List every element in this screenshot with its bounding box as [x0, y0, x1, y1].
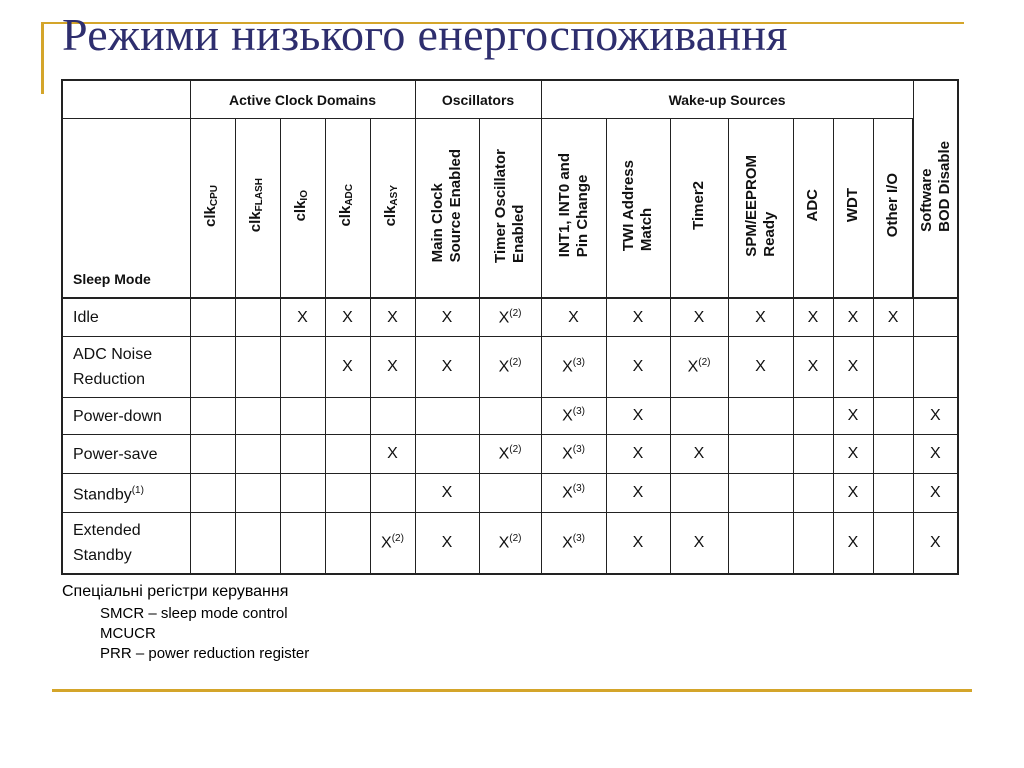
cell-x-note: $X^{(2)}$	[479, 513, 541, 575]
cell	[479, 474, 541, 513]
cell-x: X	[606, 298, 670, 337]
cell-x: X	[370, 298, 415, 337]
group-active-clock: Active Clock Domains	[190, 80, 415, 119]
table-row	[62, 474, 958, 513]
cell	[415, 435, 479, 474]
cell-x: X	[913, 474, 958, 513]
cell-x-note: $X^{(3)}$	[541, 474, 606, 513]
cell-x-note: $X^{(3)}$	[541, 337, 606, 398]
notes-heading: Спеціальні регістри керування	[62, 583, 289, 600]
cell	[235, 398, 280, 435]
cell-x: X	[913, 435, 958, 474]
cell-x: X	[873, 298, 913, 337]
cell-x: X	[370, 337, 415, 398]
cell-x: X	[670, 513, 728, 575]
cell	[793, 398, 833, 435]
col-twi: TWI Address Match	[606, 119, 670, 299]
cell	[325, 474, 370, 513]
group-wakeup: Wake-up Sources	[541, 80, 913, 119]
cell	[873, 337, 913, 398]
cell	[873, 398, 913, 435]
cell	[793, 513, 833, 575]
cell	[728, 435, 793, 474]
cell-x: X	[833, 298, 873, 337]
cell-x: X	[833, 513, 873, 575]
mode-standby: Standby$^{(1)}$	[62, 474, 190, 513]
cell-x-note: $X^{(2)}$	[670, 337, 728, 398]
cell	[479, 398, 541, 435]
cell-x-note: $X^{(2)}$	[479, 337, 541, 398]
left-decor-line	[41, 22, 44, 94]
cell-x: X	[833, 435, 873, 474]
cell	[793, 474, 833, 513]
cell-x: X	[913, 398, 958, 435]
cell-x-note: $X^{(3)}$	[541, 435, 606, 474]
cell	[873, 474, 913, 513]
cell	[280, 474, 325, 513]
cell-x: X	[325, 337, 370, 398]
cell	[370, 474, 415, 513]
cell-x: X	[415, 298, 479, 337]
cell	[280, 513, 325, 575]
cell	[325, 513, 370, 575]
cell-x-note: $X^{(3)}$	[541, 513, 606, 575]
cell	[913, 337, 958, 398]
table-row	[62, 398, 958, 435]
cell	[190, 337, 235, 398]
col-other-io: Other I/O	[873, 119, 913, 299]
cell	[370, 398, 415, 435]
cell	[190, 435, 235, 474]
mode-adc-noise: ADC Noise Reduction	[62, 337, 190, 398]
mode-power-save: Power-save	[62, 435, 190, 474]
col-clk-flash: clk$_{FLASH}$	[235, 119, 280, 299]
col-clk-io: clk$_{IO}$	[280, 119, 325, 299]
cell	[190, 398, 235, 435]
notes-item: PRR – power reduction register	[100, 645, 310, 662]
cell	[728, 474, 793, 513]
col-bod: Software BOD Disable	[913, 80, 958, 298]
col-clk-asy: clk$_{ASY}$	[370, 119, 415, 299]
column-header-row	[62, 119, 958, 299]
cell-x-note: $X^{(2)}$	[479, 435, 541, 474]
notes-item: SMCR – sleep mode control	[100, 605, 288, 622]
cell	[280, 435, 325, 474]
sleep-modes-table	[61, 79, 959, 575]
cell	[325, 398, 370, 435]
registers-notes	[62, 583, 309, 665]
cell-x: X	[606, 474, 670, 513]
mode-extended-standby: Extended Standby	[62, 513, 190, 575]
cell-x: X	[280, 298, 325, 337]
table-row	[62, 298, 958, 337]
group-oscillators: Oscillators	[415, 80, 541, 119]
cell-x: X	[833, 337, 873, 398]
cell	[235, 513, 280, 575]
cell	[728, 398, 793, 435]
cell	[913, 298, 958, 337]
cell-x: X	[370, 435, 415, 474]
cell-x: X	[606, 513, 670, 575]
empty-corner-cell	[62, 80, 190, 119]
cell	[190, 513, 235, 575]
cell	[793, 435, 833, 474]
cell	[235, 435, 280, 474]
cell-x: X	[793, 298, 833, 337]
cell	[190, 474, 235, 513]
group-header-row	[62, 80, 958, 119]
cell	[728, 513, 793, 575]
cell-x: X	[541, 298, 606, 337]
cell-x: X	[670, 435, 728, 474]
table-row	[62, 513, 958, 575]
table-row	[62, 435, 958, 474]
cell	[670, 398, 728, 435]
cell-x: X	[833, 474, 873, 513]
col-clk-adc: clk$_{ADC}$	[325, 119, 370, 299]
cell-x-note: $X^{(2)}$	[479, 298, 541, 337]
cell-x: X	[793, 337, 833, 398]
cell	[280, 337, 325, 398]
cell-x-note: $X^{(2)}$	[370, 513, 415, 575]
slide-title: Режими низького енергоспоживання	[62, 9, 788, 60]
col-main-clock: Main Clock Source Enabled	[415, 119, 479, 299]
cell-x: X	[606, 337, 670, 398]
cell	[325, 435, 370, 474]
mode-power-down: Power-down	[62, 398, 190, 435]
table-row	[62, 337, 958, 398]
cell	[235, 298, 280, 337]
cell	[235, 337, 280, 398]
mode-idle: Idle	[62, 298, 190, 337]
cell-x: X	[728, 337, 793, 398]
cell-x: X	[670, 298, 728, 337]
cell-x-note: $X^{(3)}$	[541, 398, 606, 435]
cell	[280, 398, 325, 435]
cell-x: X	[415, 474, 479, 513]
cell-x: X	[325, 298, 370, 337]
col-timer2: Timer2	[670, 119, 728, 299]
cell-x: X	[913, 513, 958, 575]
cell-x: X	[606, 435, 670, 474]
cell-x: X	[415, 337, 479, 398]
col-timer-osc: Timer Oscillator Enabled	[479, 119, 541, 299]
cell-x: X	[833, 398, 873, 435]
cell	[873, 513, 913, 575]
col-spm: SPM/EEPROM Ready	[728, 119, 793, 299]
cell-x: X	[728, 298, 793, 337]
cell-x: X	[606, 398, 670, 435]
sleep-mode-header: Sleep Mode	[62, 119, 190, 299]
cell	[873, 435, 913, 474]
col-int: INT1, INT0 and Pin Change	[541, 119, 606, 299]
col-clk-cpu: clk$_{CPU}$	[190, 119, 235, 299]
col-wdt: WDT	[833, 119, 873, 299]
notes-item: MCUCR	[100, 625, 156, 642]
cell	[415, 398, 479, 435]
cell	[190, 298, 235, 337]
cell-x: X	[415, 513, 479, 575]
bottom-decor-line	[52, 689, 972, 692]
cell	[670, 474, 728, 513]
cell	[235, 474, 280, 513]
col-adc: ADC	[793, 119, 833, 299]
